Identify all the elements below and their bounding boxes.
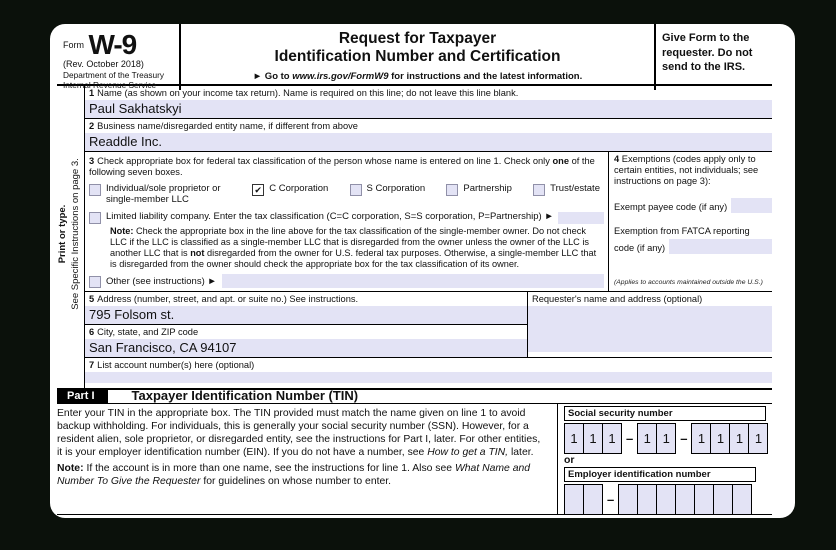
ein-digit-box[interactable] bbox=[583, 484, 603, 515]
sidebar-see-instructions: See Specific Instructions on page 3. bbox=[69, 158, 81, 310]
exemptions-box: 4 Exemptions (codes apply only to certain entities, not individuals; see instructions on page 3): Exempt payee code (if any) Exemption from FATCA reporting code (if any) (Applies to accounts maintained outside the U.S.) bbox=[608, 152, 772, 291]
other-input[interactable] bbox=[222, 274, 604, 288]
ssn-digit-box[interactable]: 1 bbox=[656, 423, 676, 454]
ssn-label: Social security number bbox=[564, 406, 766, 421]
checkbox-llc[interactable] bbox=[89, 212, 101, 224]
print-or-type-sidebar bbox=[57, 86, 85, 388]
field-row-account-numbers bbox=[85, 358, 772, 383]
checkbox-other[interactable] bbox=[89, 276, 101, 288]
field-row-city bbox=[85, 325, 527, 357]
sidebar-print-or-type: Print or type. bbox=[57, 204, 68, 264]
address-label: 5 Address (number, street, and apt. or suite no.) See instructions. bbox=[89, 294, 359, 304]
ssn-digit-boxes bbox=[564, 423, 772, 454]
form-title: Request for Taxpayer Identification Number and Certification bbox=[274, 30, 561, 65]
option-other[interactable]: Other (see instructions) ► bbox=[89, 274, 604, 288]
field-row-address bbox=[85, 292, 527, 325]
option-llc[interactable]: Limited liability company. Enter the tax classification (C=C corporation, S=S corporation, P=Partnership) ► bbox=[89, 211, 604, 224]
ssn-dash: – bbox=[680, 430, 688, 446]
page-bottom-rule bbox=[57, 514, 772, 515]
city-input[interactable]: San Francisco, CA 94107 bbox=[85, 339, 527, 357]
field-row-classification bbox=[85, 152, 772, 292]
form-goto-line: ► Go to www.irs.gov/FormW9 for instructions and the latest information. bbox=[252, 71, 583, 82]
ssn-digit-box[interactable]: 1 bbox=[583, 423, 603, 454]
checkbox-s-corporation[interactable] bbox=[350, 184, 362, 196]
form-title-block bbox=[179, 24, 656, 90]
ein-digit-box[interactable] bbox=[694, 484, 714, 515]
name-label: 1 Name (as shown on your income tax return). Name is required on this line; do not leave this line blank. bbox=[89, 88, 519, 98]
name-input[interactable]: Paul Sakhatskyi bbox=[85, 100, 772, 118]
part1-header bbox=[57, 388, 772, 404]
option-partnership[interactable]: Partnership bbox=[446, 183, 512, 205]
tin-instructions: Enter your TIN in the appropriate box. The TIN provided must match the name given on line 1 to avoid backup withholding. For individuals, this is generally your social security number (SSN). However, for a resident alien, sole proprietor, or disregarded entity, see the instructions for Part I, later. For other entities, it is your employer identification number (EIN). If you do not have a number, see How to get a TIN, later. bbox=[57, 407, 541, 458]
ein-digit-box[interactable] bbox=[713, 484, 733, 515]
form-header bbox=[57, 24, 772, 90]
form-word: Form bbox=[63, 40, 84, 50]
fatca-label: Exemption from FATCA reporting bbox=[614, 226, 750, 236]
checkbox-c-corporation[interactable]: ✔ bbox=[252, 184, 264, 196]
checkbox-individual[interactable] bbox=[89, 184, 101, 196]
llc-classification-input[interactable] bbox=[558, 212, 604, 224]
tin-entry-column bbox=[557, 404, 772, 514]
address-rows bbox=[85, 292, 772, 358]
give-form-note: Give Form to the requester. Do not send to the IRS. bbox=[662, 32, 753, 73]
fatca-footnote: (Applies to accounts maintained outside the U.S.) bbox=[614, 279, 763, 286]
ein-digit-box[interactable] bbox=[618, 484, 638, 515]
ssn-digit-box[interactable]: 1 bbox=[602, 423, 622, 454]
checkbox-trust-estate[interactable] bbox=[533, 184, 545, 196]
form-id-block bbox=[57, 24, 179, 90]
ssn-dash: – bbox=[626, 430, 634, 446]
ssn-digit-box[interactable]: 1 bbox=[748, 423, 768, 454]
city-label: 6 City, state, and ZIP code bbox=[89, 327, 199, 337]
form-number: W-9 bbox=[88, 29, 137, 60]
w9-form-paper bbox=[50, 24, 795, 518]
option-individual[interactable]: Individual/sole proprietor or single-member LLC bbox=[89, 183, 231, 205]
ein-digit-box[interactable] bbox=[637, 484, 657, 515]
fatca-input[interactable] bbox=[669, 239, 772, 254]
classification-label: 3 Check appropriate box for federal tax classification of the person whose name is entered on line 1. Check only one of the following seven boxes. bbox=[89, 156, 595, 177]
form-revision: (Rev. October 2018) bbox=[63, 59, 144, 69]
llc-note: Note: Check the appropriate box in the line above for the tax classification of the single-member owner. Do not check LLC if the LLC is classified as a single-member LLC that is disregarded from the owner unless the owner of the LLC is another LLC that is not disregarded from the owner for U.S. federal tax purposes. Otherwise, a single-member LLC that is disregarded from the owner should check the appropriate box for the tax classification of its owner. bbox=[110, 226, 597, 269]
ein-label: Employer identification number bbox=[564, 467, 756, 482]
business-name-input[interactable]: Readdle Inc. bbox=[85, 133, 772, 151]
ein-digit-box[interactable] bbox=[564, 484, 584, 515]
ssn-digit-box[interactable]: 1 bbox=[729, 423, 749, 454]
ein-digit-boxes bbox=[564, 484, 772, 515]
ein-digit-box[interactable] bbox=[675, 484, 695, 515]
option-s-corporation[interactable]: S Corporation bbox=[350, 183, 426, 205]
address-input[interactable]: 795 Folsom st. bbox=[85, 306, 527, 324]
checkbox-partnership[interactable] bbox=[446, 184, 458, 196]
ssn-digit-box[interactable]: 1 bbox=[637, 423, 657, 454]
part1-content bbox=[57, 404, 772, 514]
account-numbers-input[interactable] bbox=[85, 372, 772, 383]
exempt-payee-input[interactable] bbox=[731, 198, 772, 213]
tin-note: Note: If the account is in more than one name, see the instructions for line 1. Also see What Name and Number To Give the Requester for guidelines on whose number to enter. bbox=[57, 462, 531, 487]
account-numbers-label: 7 List account number(s) here (optional) bbox=[89, 360, 255, 370]
requester-label: Requester's name and address (optional) bbox=[532, 294, 703, 304]
irs-url: www.irs.gov/FormW9 bbox=[292, 71, 389, 82]
option-trust-estate[interactable]: Trust/estate bbox=[533, 183, 600, 205]
ein-digit-box[interactable] bbox=[732, 484, 752, 515]
ein-dash: – bbox=[607, 491, 615, 507]
requester-box bbox=[527, 292, 772, 357]
option-c-corporation[interactable]: ✔ C Corporation bbox=[252, 183, 328, 205]
exemptions-label: 4 Exemptions (codes apply only to certain entities, not individuals; see instructions on page 3): bbox=[614, 154, 759, 186]
part1-title: Taxpayer Identification Number (TIN) bbox=[131, 387, 359, 403]
ssn-digit-box[interactable]: 1 bbox=[710, 423, 730, 454]
business-name-label: 2 Business name/disregarded entity name, if different from above bbox=[89, 121, 358, 131]
or-label: or bbox=[564, 453, 575, 466]
part1-instructions bbox=[57, 404, 557, 514]
requester-input[interactable] bbox=[528, 306, 772, 352]
ssn-digit-box[interactable]: 1 bbox=[691, 423, 711, 454]
part1-badge: Part I bbox=[57, 389, 108, 405]
field-row-business-name bbox=[85, 119, 772, 152]
ssn-digit-box[interactable]: 1 bbox=[564, 423, 584, 454]
field-row-name bbox=[85, 86, 772, 119]
ein-digit-box[interactable] bbox=[656, 484, 676, 515]
tax-class-options bbox=[89, 183, 604, 205]
form-department: Department of the Treasury Internal Revenue Service bbox=[63, 70, 164, 90]
exempt-payee-label: Exempt payee code (if any) bbox=[614, 202, 728, 212]
